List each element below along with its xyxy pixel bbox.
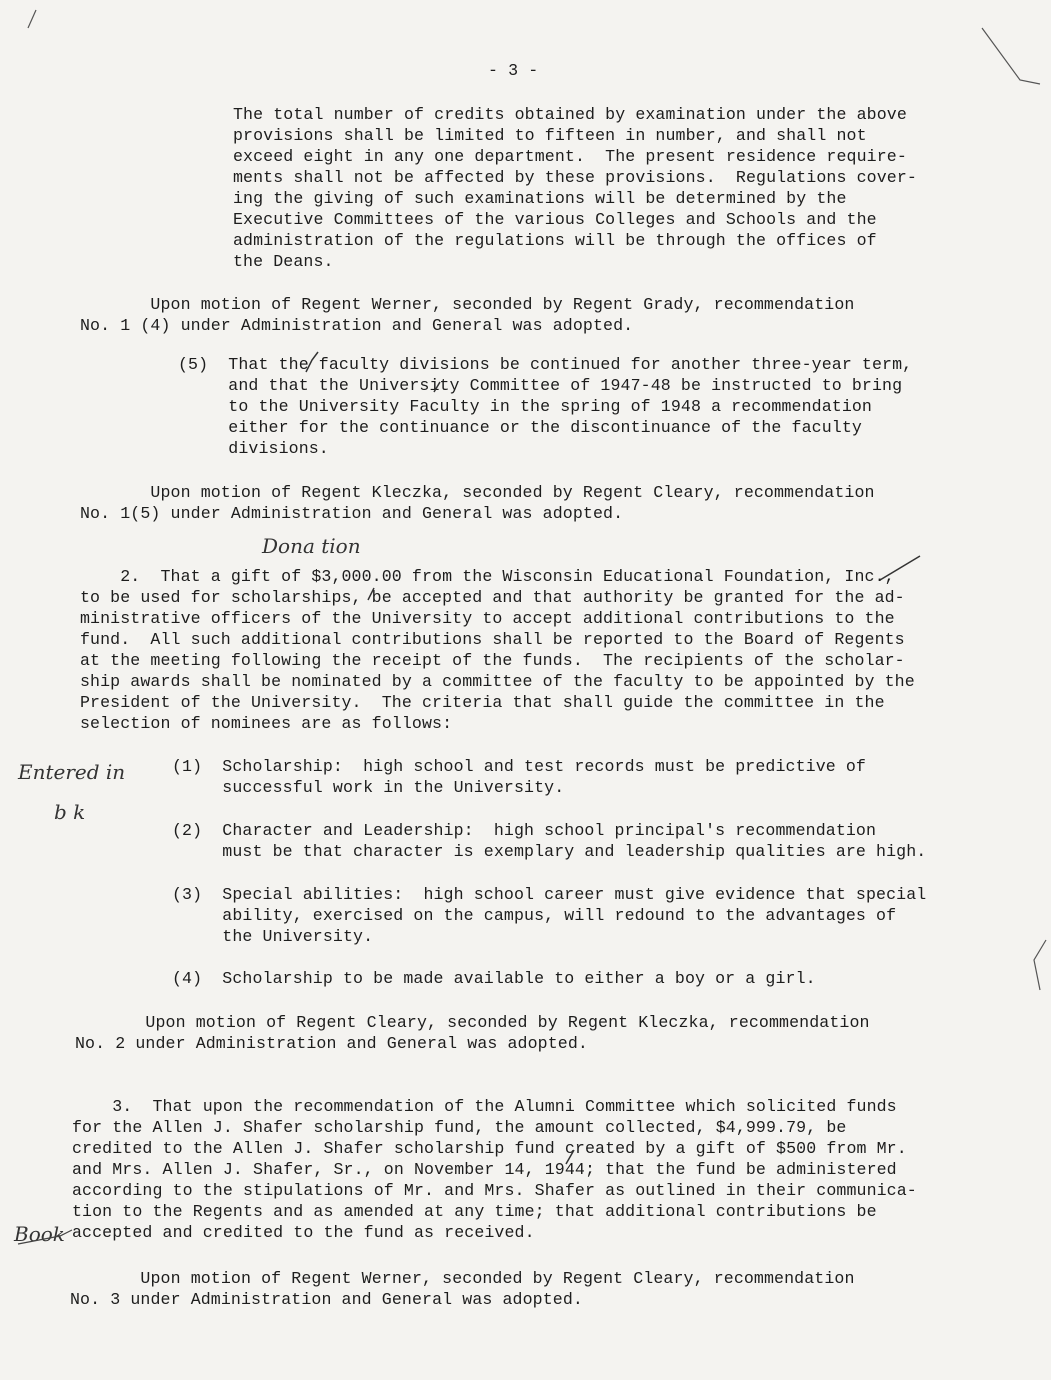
exam-credits-paragraph-line: ing the giving of such examinations will be determined by the xyxy=(233,189,847,208)
exam-credits-paragraph-line: exceed eight in any one department. The present residence require- xyxy=(233,147,907,166)
criterion-3-line: (3) Special abilities: high school career must give evidence that special xyxy=(172,885,927,904)
criterion-1-line: (1) Scholarship: high school and test records must be predictive of xyxy=(172,757,866,776)
criterion-2-line: must be that character is exemplary and leadership qualities are high. xyxy=(172,842,927,861)
margin-note-book-2: b k xyxy=(54,800,86,824)
item-3-line: credited to the Allen J. Shafer scholarship fund created by a gift of $500 from Mr. xyxy=(72,1139,907,1158)
item-3-line: 3. That upon the recommendation of the Alumni Committee which solicited funds xyxy=(72,1097,897,1116)
margin-stroke-right xyxy=(1034,940,1046,990)
motion-3-line: Upon motion of Regent Werner, seconded by Regent Cleary, recommendation xyxy=(70,1269,855,1288)
item-1-5-line: to the University Faculty in the spring of 1948 a recommendation xyxy=(178,397,872,416)
motion-3-line: No. 3 under Administration and General was adopted. xyxy=(70,1290,583,1309)
item-2-line: to be used for scholarships, be accepted and that authority be granted for the ad- xyxy=(80,588,905,607)
item-3-line: accepted and credited to the fund as received. xyxy=(72,1223,535,1242)
page-number: - 3 - xyxy=(488,61,539,80)
item-3-line: according to the stipulations of Mr. and Mrs. Shafer as outlined in their communica- xyxy=(72,1181,917,1200)
item-1-5-line: either for the continuance or the discontinuance of the faculty xyxy=(178,418,862,437)
item-1-5-line: divisions. xyxy=(178,439,329,458)
motion-1-4-line: Upon motion of Regent Werner, seconded by Regent Grady, recommendation xyxy=(80,295,855,314)
motion-1-5-line: Upon motion of Regent Kleczka, seconded by Regent Cleary, recommendation xyxy=(80,483,875,502)
item-3-line: and Mrs. Allen J. Shafer, Sr., on November 14, 1944; that the fund be administered xyxy=(72,1160,897,1179)
item-2-line: fund. All such additional contributions shall be reported to the Board of Regents xyxy=(80,630,905,649)
item-3-line: for the Allen J. Shafer scholarship fund, the amount collected, $4,999.79, be xyxy=(72,1118,847,1137)
item-2-line: ship awards shall be nominated by a committee of the faculty to be appointed by the xyxy=(80,672,915,691)
margin-stroke-top-left xyxy=(28,10,36,28)
item-3-line: tion to the Regents and as amended at any time; that additional contributions be xyxy=(72,1202,877,1221)
exam-credits-paragraph-line: the Deans. xyxy=(233,252,334,271)
item-1-5-line: (5) That the faculty divisions be continued for another three-year term, xyxy=(178,355,913,374)
motion-2-line: No. 2 under Administration and General was adopted. xyxy=(75,1034,588,1053)
annotation-donation: Dona tion xyxy=(262,534,361,558)
item-2-line: President of the University. The criteria that shall guide the committee in the xyxy=(80,693,885,712)
margin-stroke-top-right xyxy=(982,28,1040,84)
item-2-line: ministrative officers of the University to accept additional contributions to the xyxy=(80,609,895,628)
margin-note-entered-in-book: Entered in xyxy=(18,760,126,784)
criterion-2-line: (2) Character and Leadership: high school principal's recommendation xyxy=(172,821,877,840)
exam-credits-paragraph-line: The total number of credits obtained by examination under the above xyxy=(233,105,907,124)
criterion-3-line: ability, exercised on the campus, will redound to the advantages of xyxy=(172,906,897,925)
item-2-line: at the meeting following the receipt of the funds. The recipients of the scholar- xyxy=(80,651,905,670)
item-2-line: 2. That a gift of $3,000.00 from the Wisconsin Educational Foundation, Inc., xyxy=(80,567,895,586)
motion-2-line: Upon motion of Regent Cleary, seconded by Regent Kleczka, recommendation xyxy=(75,1013,870,1032)
criterion-4-line: (4) Scholarship to be made available to either a boy or a girl. xyxy=(172,969,816,988)
criterion-3-line: the University. xyxy=(172,927,374,946)
item-2-line: selection of nominees are as follows: xyxy=(80,714,453,733)
exam-credits-paragraph-line: ments shall not be affected by these provisions. Regulations cover- xyxy=(233,168,917,187)
item-1-5-line: and that the University Committee of 1947-48 be instructed to bring xyxy=(178,376,903,395)
motion-1-4-line: No. 1 (4) under Administration and General was adopted. xyxy=(80,316,634,335)
criterion-1-line: successful work in the University. xyxy=(172,778,565,797)
exam-credits-paragraph-line: Executive Committees of the various Colleges and Schools and the xyxy=(233,210,877,229)
exam-credits-paragraph-line: administration of the regulations will be through the offices of xyxy=(233,231,877,250)
exam-credits-paragraph-line: provisions shall be limited to fifteen in number, and shall not xyxy=(233,126,867,145)
margin-note-book-3: Book xyxy=(14,1222,65,1246)
motion-1-5-line: No. 1(5) under Administration and General was adopted. xyxy=(80,504,624,523)
